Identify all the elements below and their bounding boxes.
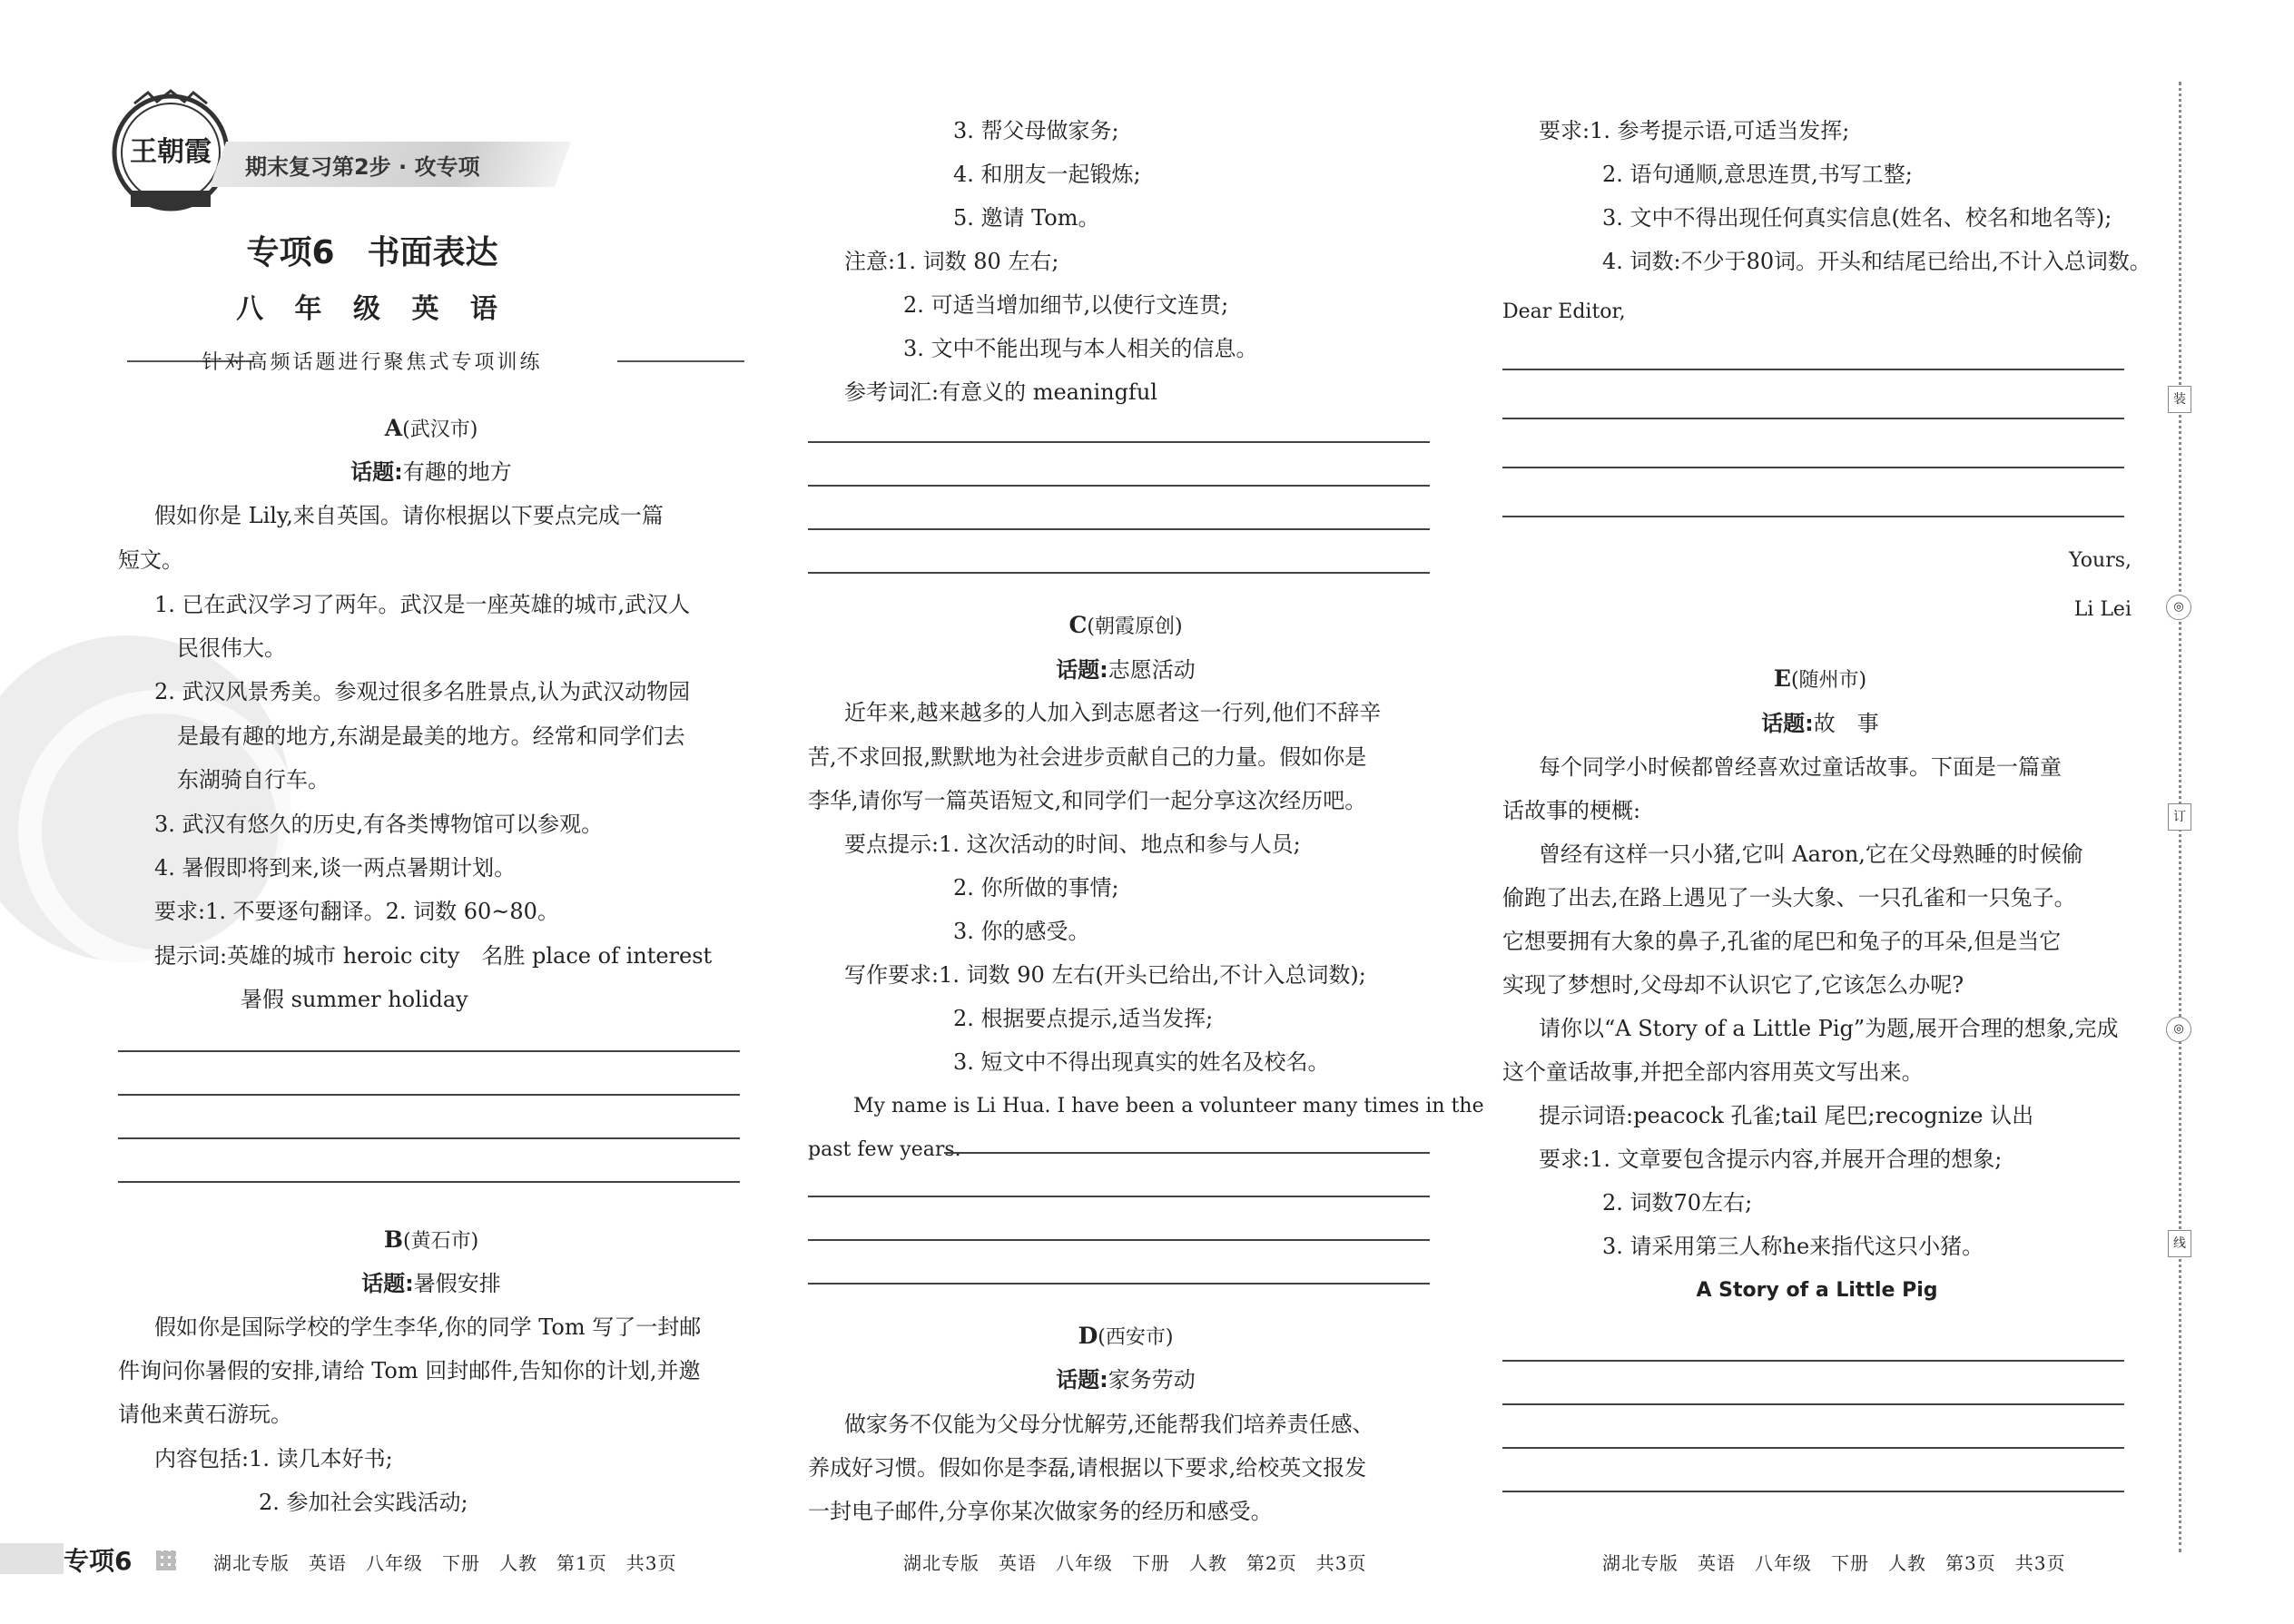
- text-line: 实现了梦想时,父母却不认识它了,它该怎么办呢?: [1502, 972, 1964, 998]
- binding-hole-icon: ◎: [2166, 595, 2191, 620]
- binding-label: 订: [2168, 803, 2191, 831]
- text-line: 5. 邀请 Tom。: [953, 205, 1100, 231]
- section-a-topic: 话题:有趣的地方: [350, 459, 512, 485]
- page-title: 专项6 书面表达: [246, 234, 498, 271]
- text-line: 暑假 summer holiday: [241, 987, 468, 1012]
- answer-line[interactable]: [808, 1196, 1430, 1197]
- text-line: 要求:1. 参考提示语,可适当发挥;: [1539, 118, 1850, 143]
- signoff: Yours,: [2069, 549, 2132, 572]
- text-line: 2. 语句通顺,意思连贯,书写工整;: [1602, 162, 1913, 187]
- text-line: 内容包括:1. 读几本好书;: [154, 1446, 393, 1471]
- text-line: 请他来黄石游玩。: [118, 1402, 292, 1427]
- text-line: 注意:1. 词数 80 左右;: [844, 249, 1059, 274]
- text-line: 偷跑了出去,在路上遇见了一头大象、一只孔雀和一只兔子。: [1502, 885, 2076, 910]
- answer-line[interactable]: [808, 1239, 1430, 1241]
- divider-right: [617, 360, 744, 362]
- text-line: 做家务不仅能为父母分忧解劳,还能帮我们培养责任感、: [844, 1412, 1374, 1437]
- text-line: 每个同学小时候都曾经喜欢过童话故事。下面是一篇童: [1539, 754, 2062, 780]
- binding-label: 装: [2168, 386, 2191, 413]
- text-line: 请你以“A Story of a Little Pig”为题,展开合理的想象,完成: [1539, 1016, 2119, 1041]
- text-line: 民很伟大。: [177, 635, 286, 661]
- text-line: 4. 词数:不少于80词。开头和结尾已给出,不计入总词数。: [1602, 249, 2151, 274]
- section-e-topic: 话题:故 事: [1761, 711, 1879, 736]
- text-line: 3. 你的感受。: [953, 919, 1090, 944]
- binding-label: 线: [2168, 1230, 2191, 1257]
- text-line: 4. 暑假即将到来,谈一两点暑期计划。: [154, 855, 517, 881]
- greeting: Dear Editor,: [1502, 300, 1626, 323]
- brand-logo: [107, 89, 234, 216]
- text-line: 提示词语:peacock 孔雀;tail 尾巴;recognize 认出: [1539, 1103, 2034, 1128]
- footer-page-1: 湖北专版 英语 八年级 下册 人教 第1页 共3页: [213, 1552, 677, 1574]
- text-line: 要点提示:1. 这次活动的时间、地点和参与人员;: [844, 832, 1301, 857]
- section-b-topic: 话题:暑假安排: [361, 1271, 501, 1296]
- binding-hole-icon: ◎: [2166, 1017, 2191, 1042]
- text-line: 这个童话故事,并把全部内容用英文写出来。: [1502, 1059, 1924, 1085]
- answer-line[interactable]: [1502, 369, 2124, 370]
- answer-line[interactable]: [808, 572, 1430, 574]
- footer-bar: [0, 1543, 64, 1574]
- answer-line[interactable]: [808, 441, 1430, 443]
- text-line: 近年来,越来越多的人加入到志愿者这一行列,他们不辞辛: [844, 700, 1382, 725]
- text-line: 假如你是 Lily,来自英国。请你根据以下要点完成一篇: [154, 503, 664, 528]
- text-line: 话故事的梗概:: [1502, 798, 1641, 823]
- text-line: 李华,请你写一篇英语短文,和同学们一起分享这次经历吧。: [808, 788, 1367, 813]
- signature: Li Lei: [2073, 598, 2132, 621]
- answer-line[interactable]: [118, 1181, 740, 1183]
- text-line: 是最有趣的地方,东湖是最美的地方。经常和同学们去: [177, 723, 685, 749]
- text-line: past few years.: [808, 1138, 961, 1161]
- section-c-heading: C(朝霞原创): [1068, 612, 1183, 638]
- tagline: 针对高频话题进行聚焦式专项训练: [202, 351, 543, 374]
- text-line: 要求:1. 文章要包含提示内容,并展开合理的想象;: [1539, 1147, 2003, 1172]
- text-line: 假如你是国际学校的学生李华,你的同学 Tom 写了一封邮: [154, 1314, 702, 1340]
- text-line: 3. 短文中不得出现真实的姓名及校名。: [953, 1049, 1330, 1075]
- answer-line[interactable]: [1502, 418, 2124, 419]
- footer-page-2: 湖北专版 英语 八年级 下册 人教 第2页 共3页: [903, 1552, 1367, 1574]
- text-line: 2. 武汉风景秀美。参观过很多名胜景点,认为武汉动物园: [154, 679, 691, 704]
- text-line: 要求:1. 不要逐句翻译。2. 词数 60~80。: [154, 899, 559, 924]
- text-line: 4. 和朋友一起锻炼;: [953, 162, 1141, 187]
- answer-line[interactable]: [808, 1283, 1430, 1284]
- answer-line[interactable]: [118, 1094, 740, 1096]
- answer-line[interactable]: [944, 1152, 1430, 1154]
- text-line: 东湖骑自行车。: [177, 767, 330, 792]
- text-line: 3. 武汉有悠久的历史,有各类博物馆可以参观。: [154, 812, 604, 837]
- page-subtitle: 八 年 级 英 语: [236, 293, 508, 325]
- text-line: 件询问你暑假的安排,请给 Tom 回封邮件,告知你的计划,并邀: [118, 1358, 701, 1383]
- answer-line[interactable]: [808, 528, 1430, 530]
- section-e-heading: E(随州市): [1773, 665, 1867, 692]
- text-line: 苦,不求回报,默默地为社会进步贡献自己的力量。假如你是: [808, 744, 1367, 770]
- section-c-topic: 话题:志愿活动: [1056, 657, 1196, 683]
- text-line: My name is Li Hua. I have been a volunteer many times in the: [853, 1095, 1484, 1117]
- text-line: 它想要拥有大象的鼻子,孔雀的尾巴和兔子的耳朵,但是当它: [1502, 929, 2062, 954]
- section-b-heading: B(黄石市): [383, 1226, 479, 1253]
- answer-line[interactable]: [1502, 1447, 2124, 1449]
- text-line: 2. 参加社会实践活动;: [259, 1490, 468, 1515]
- footer-grid-icon: [156, 1550, 176, 1570]
- text-line: 2. 根据要点提示,适当发挥;: [953, 1006, 1214, 1031]
- answer-line[interactable]: [1502, 516, 2124, 517]
- section-d-topic: 话题:家务劳动: [1056, 1367, 1196, 1393]
- text-line: 2. 你所做的事情;: [953, 875, 1119, 901]
- footer-section-tab: 专项6: [64, 1546, 133, 1576]
- text-line: 1. 已在武汉学习了两年。武汉是一座英雄的城市,武汉人: [154, 592, 691, 617]
- answer-line[interactable]: [118, 1050, 740, 1052]
- text-line: 3. 请采用第三人称he来指代这只小猪。: [1602, 1234, 1984, 1259]
- text-line: 提示词:英雄的城市 heroic city 名胜 place of interest: [154, 943, 713, 969]
- text-line: 一封电子邮件,分享你某次做家务的经历和感受。: [808, 1499, 1273, 1524]
- answer-line[interactable]: [808, 485, 1430, 487]
- answer-line[interactable]: [1502, 467, 2124, 468]
- answer-line[interactable]: [1502, 1360, 2124, 1362]
- answer-line[interactable]: [118, 1137, 740, 1139]
- section-a-heading: A(武汉市): [384, 415, 478, 441]
- text-line: 养成好习惯。假如你是李磊,请根据以下要求,给校英文报发: [808, 1455, 1367, 1481]
- text-line: 3. 文中不能出现与本人相关的信息。: [903, 336, 1258, 361]
- banner-title: 期末复习第2步 · 攻专项: [245, 154, 480, 180]
- answer-line[interactable]: [1502, 1491, 2124, 1492]
- text-line: 2. 可适当增加细节,以使行文连贯;: [903, 292, 1229, 318]
- text-line: 短文。: [118, 547, 183, 573]
- section-d-heading: D(西安市): [1078, 1323, 1174, 1349]
- answer-line[interactable]: [1502, 1403, 2124, 1405]
- text-line: 曾经有这样一只小猪,它叫 Aaron,它在父母熟睡的时候偷: [1539, 842, 2083, 867]
- footer-page-3: 湖北专版 英语 八年级 下册 人教 第3页 共3页: [1602, 1552, 2066, 1574]
- text-line: 3. 帮父母做家务;: [953, 118, 1119, 143]
- text-line: 2. 词数70左右;: [1602, 1190, 1753, 1216]
- text-line: 3. 文中不得出现任何真实信息(姓名、校名和地名等);: [1602, 205, 2112, 231]
- text-line: 写作要求:1. 词数 90 左右(开头已给出,不计入总词数);: [844, 962, 1366, 988]
- story-title: A Story of a Little Pig: [1696, 1279, 1938, 1302]
- text-line: 参考词汇:有意义的 meaningful: [844, 379, 1157, 405]
- logo-text: 王朝霞: [130, 136, 212, 168]
